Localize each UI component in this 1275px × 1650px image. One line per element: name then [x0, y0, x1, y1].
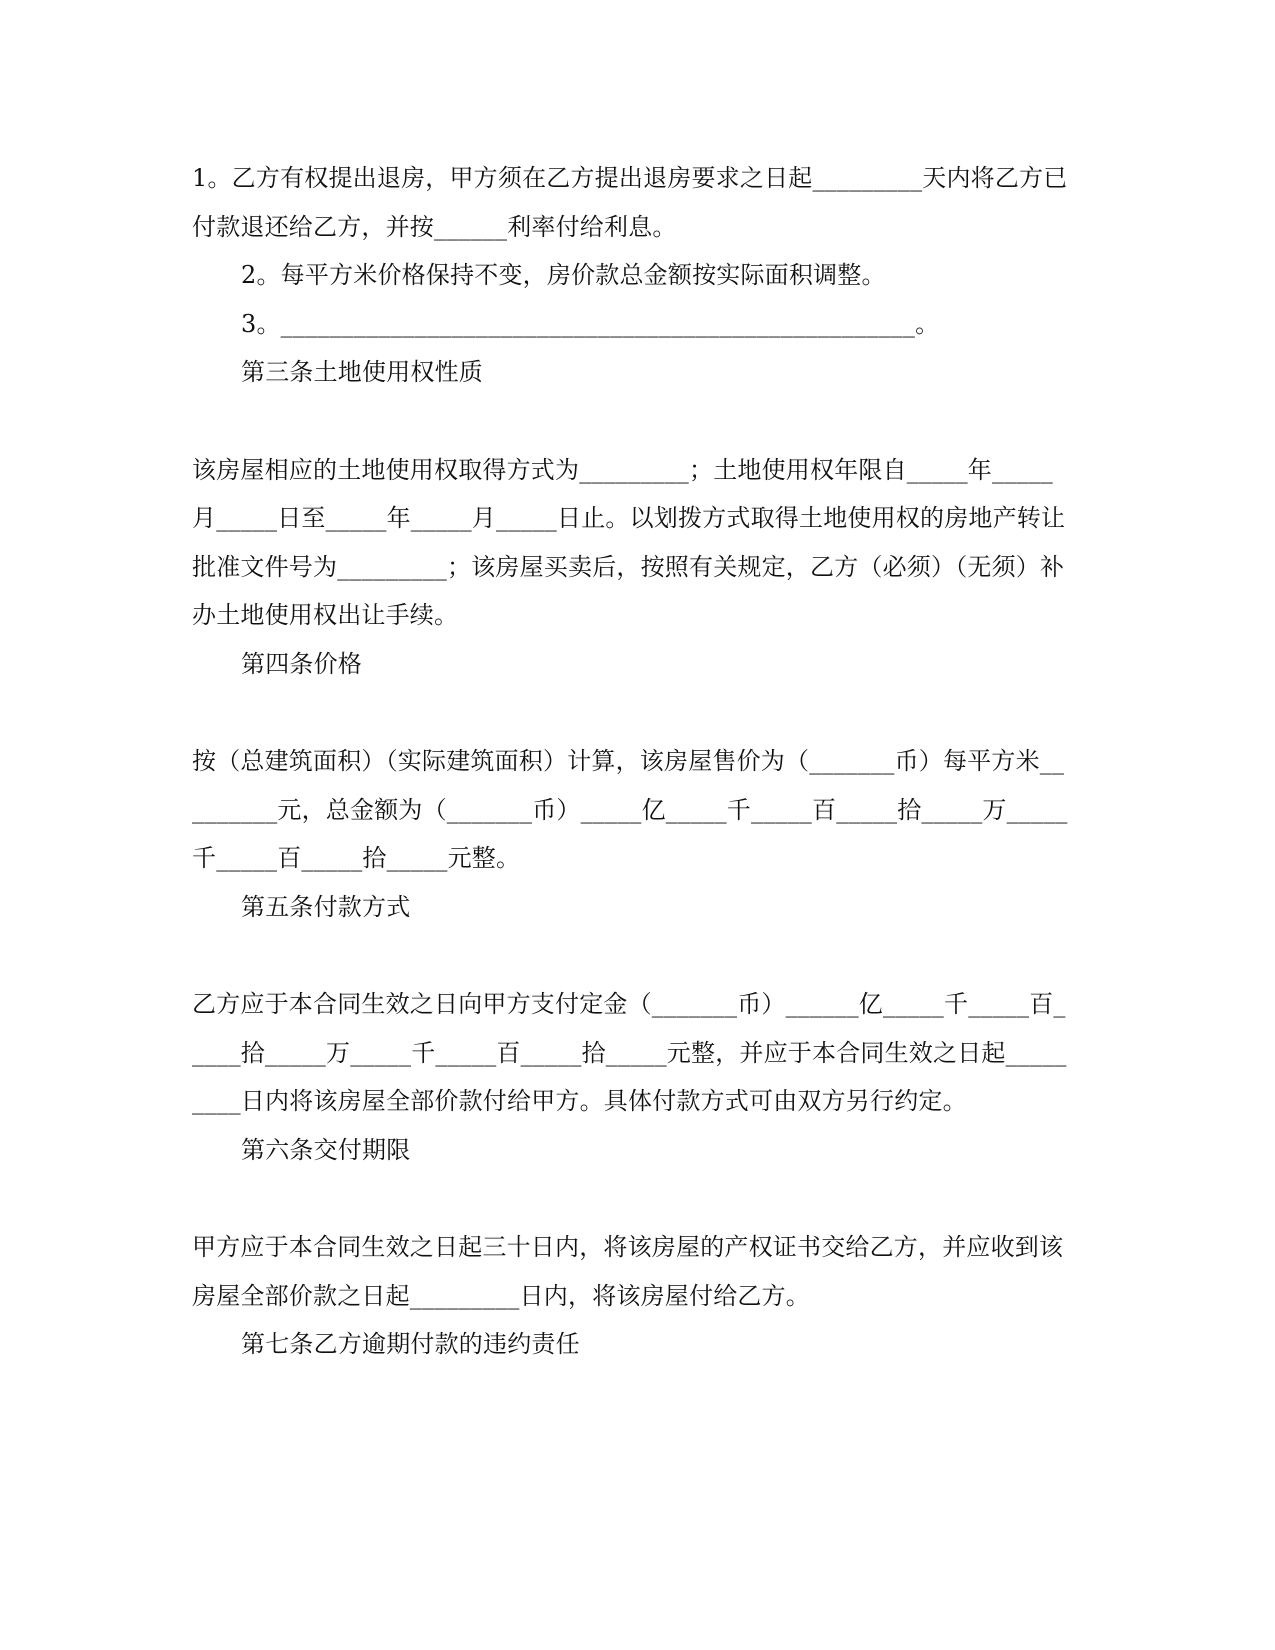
- article-6-heading: 第六条交付期限: [241, 1135, 411, 1164]
- clause-item-1: 1。乙方有权提出退房，甲方须在乙方提出退房要求之日起_________天内将乙方已付款退还给乙方，并按______利率付给利息。: [192, 164, 1068, 241]
- spacer: [192, 1174, 1072, 1223]
- clause-item-3: 3。____________________________________________________。: [241, 309, 940, 338]
- article-6-body: 甲方应于本合同生效之日起三十日内，将该房屋的产权证书交给乙方，并应收到该房屋全部价款之日起_________日内，将该房屋付给乙方。: [192, 1233, 1064, 1310]
- article-3-heading: 第三条土地使用权性质: [241, 358, 483, 386]
- article-4-body: 按（总建筑面积）（实际建筑面积）计算，该房屋售价为（_______币）每平方米_________元，总金额为（_______币）_____亿_____千_____百_____拾_____万_____千_____百_____拾_____元整。: [192, 747, 1068, 872]
- document-body: [192, 154, 1072, 1369]
- article-5-heading: 第五条付款方式: [241, 892, 411, 921]
- spacer: [192, 688, 1072, 737]
- spacer: [192, 931, 1072, 980]
- clause-item-2: 2。每平方米价格保持不变，房价款总金额按实际面积调整。: [241, 261, 886, 289]
- spacer: [192, 397, 1072, 446]
- article-5-body: 乙方应于本合同生效之日向甲方支付定金（_______币）______亿_____千_____百_____拾_____万_____千_____百_____拾_____元整，并应于本合同生效之日起_________日内将该房屋全部价款付给甲方。具体付款方式可由双方另行约定。: [192, 990, 1067, 1115]
- article-4-heading: 第四条价格: [241, 649, 362, 678]
- article-7-heading: 第七条乙方逾期付款的违约责任: [241, 1330, 580, 1358]
- article-3-body: 该房屋相应的土地使用权取得方式为_________；土地使用权年限自_____年_____月_____日至_____年_____月_____日止。以划拨方式取得土地使用权的房地产转让批准文件号为_________；该房屋买卖后，按照有关规定，乙方（必须）（无须）补办土地使用权出让手续。: [192, 455, 1066, 629]
